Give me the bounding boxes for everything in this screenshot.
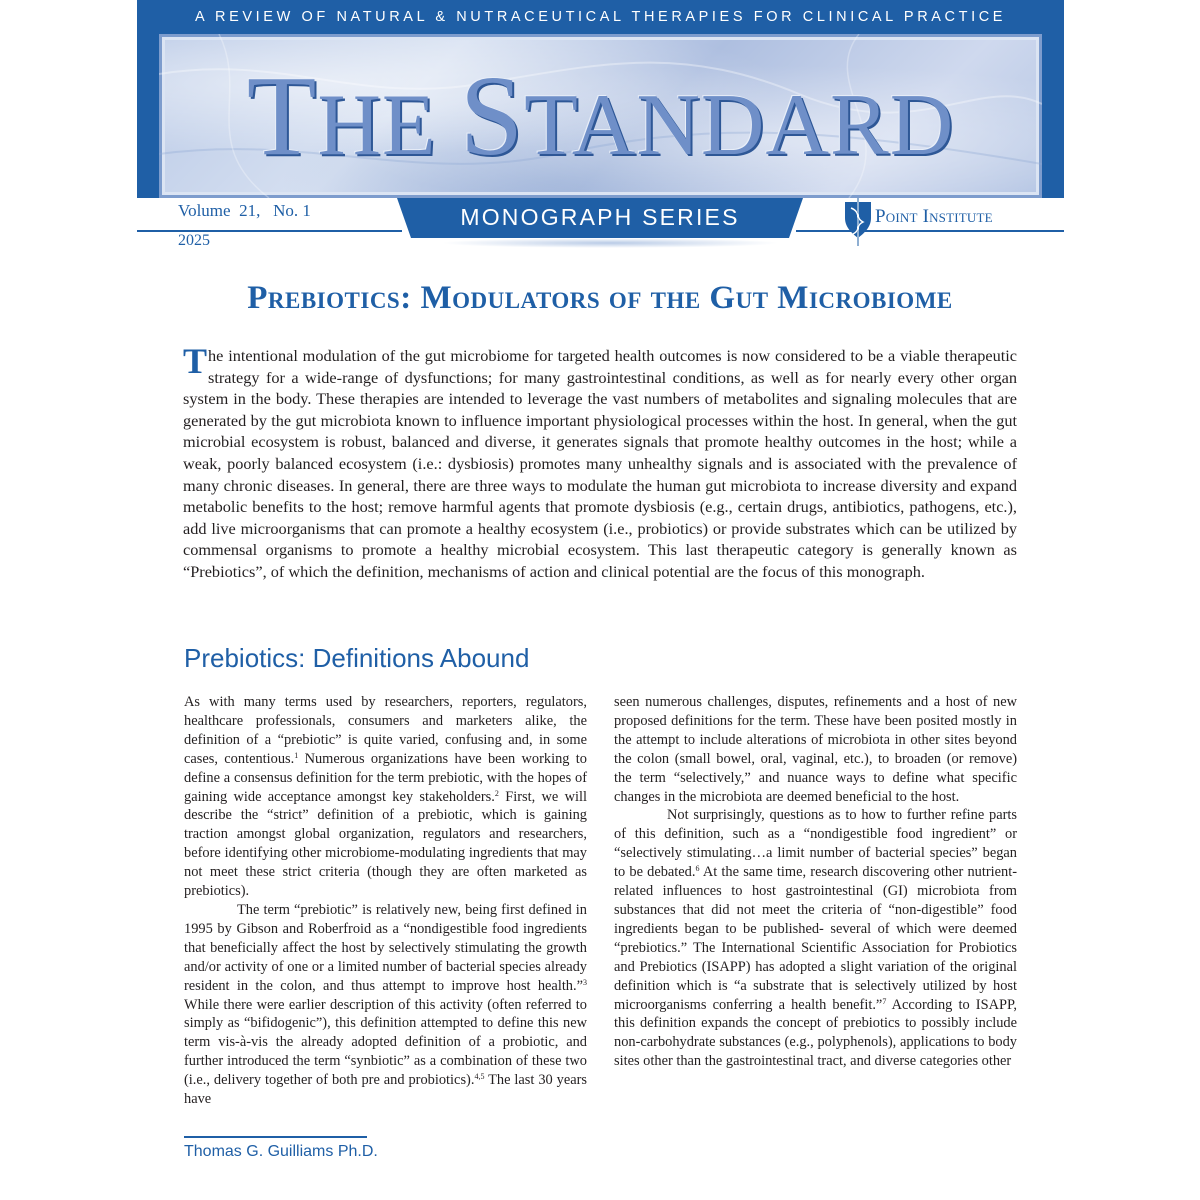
paragraph: seen numerous challenges, disputes, refinements and a host of new proposed definitions for the term. These have been posited mostly in the attempt to include alterations of microbiota in other sites beyond the colon (small bowel, oral, vaginal, etc.), to broaden (or remove) the term “selectively,” and nuance ways to define what specific changes in the microbiota are deemed beneficial to the host. (614, 694, 1017, 805)
intro-text: he intentional modulation of the gut microbiome for targeted health outcomes is now considered to be a viable therapeutic strategy for a wide-range of dysfunctions; for many gastrointestinal conditions, as well as for nearly every other organ system in the body. These therapies are intended to leverage the vast numbers of metabolites and signaling molecules that are generated by the gut microbiota known to influence important physiological processes within the host. In general, when the gut microbial ecosystem is robust, balanced and diverse, it generates signals that promote healthy outcomes in the host; while a weak, poorly balanced ecosystem (i.e.: dysbiosis) promotes many unhealthy signals and is associated with the prevalence of many chronic diseases. In general, there are three ways to modulate the human gut microbiota to increase diversity and expand metabolic benefits to the host; remove harmful agents that promote dysbiosis (e.g., certain drugs, antibiotics, pathogens, etc.), add live microorganisms that can promote a healthy ecosystem (i.e., probiotics) or provide substrates which can be utilized by commensal organisms to promote a healthy microbial ecosystem. This last therapeutic category is generally known as “Prebiotics”, of which the definition, mechanisms of action and clinical potential are the focus of this monograph. (183, 346, 1017, 581)
body-column-left (184, 693, 587, 1109)
series-shadow (440, 238, 780, 248)
caduceus-shield-icon (843, 198, 873, 246)
author-rule (184, 1136, 367, 1138)
paragraph: Not surprisingly, questions as to how to further refine parts of this definition, such as a “nondigestible food ingredient” or “selectively stimulating…a limit number of bacterial species” began to be debated.$^6$ At the same time, research discovering other nutrient-related influences to host gastrointestinal (GI) microbiota from substances that did not meet the criteria of “non-digestible” food ingredients began to be published- several of which were deemed “prebiotics.” The International Scientific Association for Probiotics and Prebiotics (ISAPP) has adopted a slight variation of the original definition which is “a substrate that is selectively utilized by host microorganisms conferring a health benefit.”$^7$ According to ISAPP, this definition expands the concept of prebiotics to possibly include non-carbohydrate substances (e.g., polyphenols), applications to body sites other than the gastrointestinal tract, and diverse categories other (614, 807, 1017, 1070)
issue-year: 2025 (178, 232, 210, 249)
paragraph: As with many terms used by researchers, reporters, regulators, healthcare professionals, consumers and marketers alike, the definition of a “prebiotic” is quite varied, confusing and, in some cases, contentious.$^1$ Numerous organizations have been working to define a consensus definition for the term prebiotic, with the hopes of gaining wide acceptance amongst key stakeholders.$^2$ First, we will describe the “strict” definition of a prebiotic, which is gaining traction amongst global organization, regulators and researchers, before identifying other microbiome-modulating ingredients that may not meet these strict criteria (though they are often marketed as prebiotics). (184, 694, 587, 900)
series-label: MONOGRAPH SERIES (460, 204, 740, 230)
intro-paragraph (183, 341, 1017, 583)
volume-number: Volume 21, No. 1 (178, 201, 311, 220)
masthead-tagline: A REVIEW OF NATURAL & NUTRACEUTICAL THERAPIES FOR CLINICAL PRACTICE (194, 9, 1007, 25)
point-institute-logo (843, 198, 1033, 246)
article-title: Prebiotics: Modulators of the Gut Microbiome (247, 280, 953, 316)
reference-marker: 7 (882, 996, 887, 1006)
author-name: Thomas G. Guilliams Ph.D. (184, 1143, 378, 1160)
section-heading: Prebiotics: Definitions Abound (184, 643, 530, 673)
body-column-right (614, 693, 1017, 1071)
reference-marker: 2 (494, 788, 499, 798)
reference-marker: 1 (294, 750, 299, 760)
paragraph: The term “prebiotic” is relatively new, being first defined in 1995 by Gibson and Roberfroid as a “nondigestible food ingredients that beneficially affect the host by selectively stimulating the growth and/or activity of one or a limited number of bacterial species already resident in the colon, and thus attempt to improve host health.”$^3$ While there were earlier description of this activity (often referred to simply as “bifidogenic”), this definition attempted to define this new term vis-à-vis the already adopted definition of a probiotic, and further introduced the term “synbiotic” as a combination of these two (i.e., delivery together of both pre and probiotics).$^{4,5}$ The last 30 years have (184, 901, 587, 1108)
publisher-name: Point Institute (875, 206, 993, 227)
header-rule-left (137, 230, 402, 232)
monograph-series-tab (397, 198, 803, 238)
marble-title-panel (159, 34, 1042, 198)
reference-marker: 4,5 (474, 1072, 485, 1082)
reference-marker: 6 (695, 864, 700, 874)
publication-title: THE STANDARD (246, 52, 955, 179)
reference-marker: 3 (583, 977, 587, 987)
masthead-banner (137, 0, 1064, 198)
drop-cap: T (183, 341, 208, 381)
